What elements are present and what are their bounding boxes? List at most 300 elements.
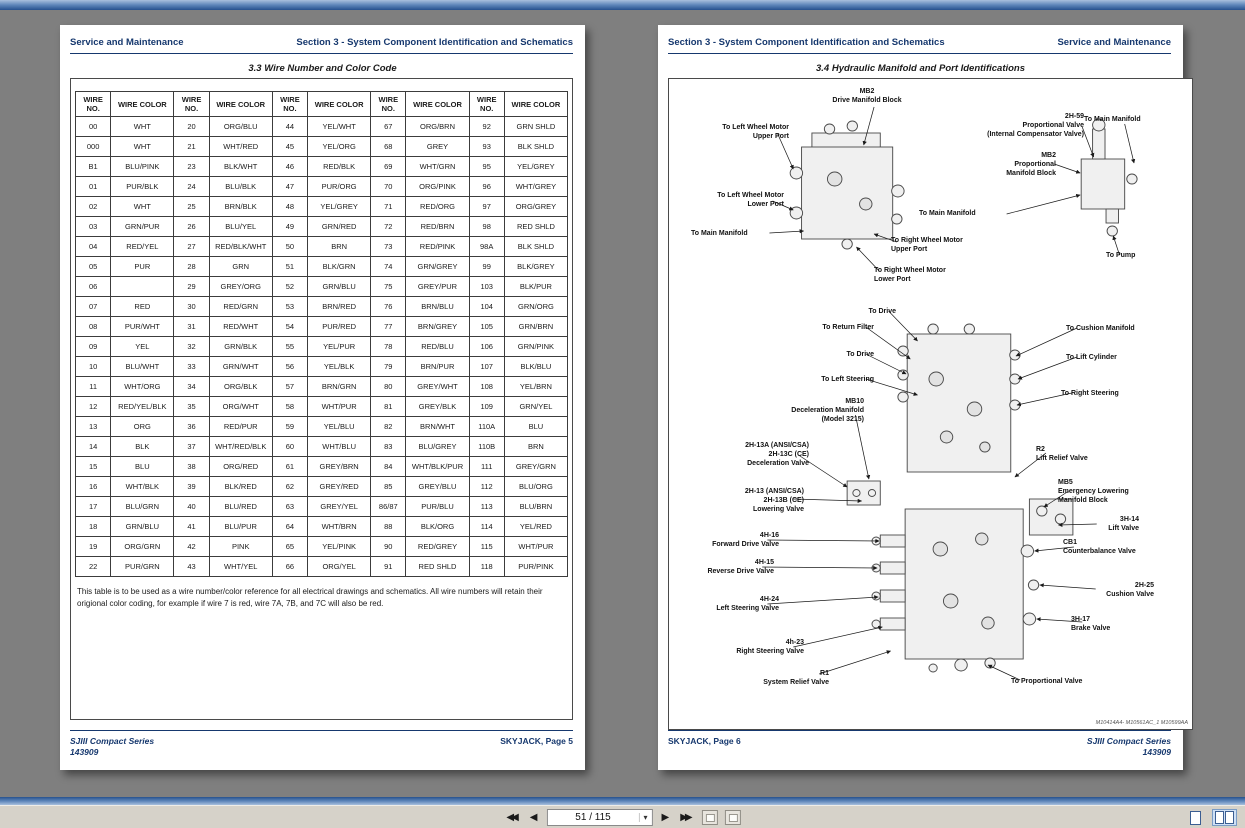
wire-color-cell: RED/BLK (308, 157, 371, 177)
wire-table-body (76, 117, 568, 577)
wire-no-cell: 96 (469, 177, 504, 197)
wire-table-row (76, 457, 568, 477)
wire-color-cell: WHT/RED (209, 137, 272, 157)
wire-color-cell: BLU/PUR (209, 517, 272, 537)
wire-color-cell: BLU/BRN (504, 497, 567, 517)
next-page-button[interactable] (660, 813, 672, 823)
proportional-valve-block (1081, 119, 1137, 236)
diagram-callout: MB2 Drive Manifold Block (832, 88, 902, 105)
wire-color-cell: RED/YEL (111, 237, 174, 257)
wire-no-cell: B1 (76, 157, 111, 177)
diagram-callout: To Main Manifold (691, 230, 748, 237)
wire-no-cell: 72 (371, 217, 406, 237)
wire-no-cell: 115 (469, 537, 504, 557)
wire-table-row (76, 137, 568, 157)
wire-no-cell: 04 (76, 237, 111, 257)
footer-series-block (70, 736, 154, 758)
wire-color-cell: BLK/WHT (209, 157, 272, 177)
wire-no-cell: 32 (174, 337, 209, 357)
wire-no-cell: 68 (371, 137, 406, 157)
wire-no-cell: 01 (76, 177, 111, 197)
wire-no-cell: 49 (272, 217, 307, 237)
diagram-callout: 4H-16 Forward Drive Valve (712, 532, 779, 549)
wire-color-cell: BRN/GREY (406, 317, 469, 337)
wire-no-cell: 114 (469, 517, 504, 537)
page-number-value: 51 / 115 (575, 812, 611, 823)
double-left-arrow-icon: ◀◀ (506, 811, 516, 823)
wire-color-cell: RED/WHT (209, 317, 272, 337)
wire-no-cell: 24 (174, 177, 209, 197)
wire-table-row (76, 117, 568, 137)
wire-no-cell: 12 (76, 397, 111, 417)
wire-color-cell: BLK SHLD (504, 137, 567, 157)
wire-color-cell: GRN/BLU (308, 277, 371, 297)
wire-color-cell: GRN (209, 257, 272, 277)
drive-manifold-block (790, 121, 904, 249)
wire-no-cell: 53 (272, 297, 307, 317)
wire-color-cell: BLU/PINK (111, 157, 174, 177)
wire-no-cell: 22 (76, 557, 111, 577)
wire-no-cell: 118 (469, 557, 504, 577)
footer-rule (668, 730, 1171, 731)
wire-table-header-row (76, 92, 568, 117)
wire-no-cell: 13 (76, 417, 111, 437)
wire-no-cell: 65 (272, 537, 307, 557)
wire-color-cell: WHT/BRN (308, 517, 371, 537)
previous-page-button[interactable] (528, 813, 540, 823)
wire-no-cell: 39 (174, 477, 209, 497)
wire-color-cell: ORG (111, 417, 174, 437)
section-title: 3.4 Hydraulic Manifold and Port Identifications (815, 63, 1026, 74)
wire-table-row (76, 377, 568, 397)
wire-no-cell: 26 (174, 217, 209, 237)
snapshot-tool-icon[interactable] (702, 810, 718, 825)
wire-color-cell: YEL/GREY (308, 197, 371, 217)
wire-color-cell: RED SHLD (504, 217, 567, 237)
wire-no-cell: 86/87 (371, 497, 406, 517)
wire-color-cell: ORG/BLU (209, 117, 272, 137)
wire-no-cell: 43 (174, 557, 209, 577)
wire-color-cell: PUR/BLK (111, 177, 174, 197)
page-glyph (1215, 811, 1224, 824)
wire-color-cell: GREY/WHT (406, 377, 469, 397)
diagram-callout: To Drive (846, 351, 874, 358)
wire-table-row (76, 417, 568, 437)
wire-no-cell: 08 (76, 317, 111, 337)
wire-no-cell: 27 (174, 237, 209, 257)
wire-color-cell: RED/PINK (406, 237, 469, 257)
page-footer (668, 736, 1171, 758)
wire-table-row (76, 177, 568, 197)
wire-color-cell: RED/YEL/BLK (111, 397, 174, 417)
header-right-text: Section 3 - System Component Identification and Schematics (296, 37, 573, 48)
wire-color-cell: WHT/YEL (209, 557, 272, 577)
wire-color-cell: BLU (504, 417, 567, 437)
wire-color-cell: GREY/GRN (504, 457, 567, 477)
wire-table-row (76, 437, 568, 457)
wire-no-cell: 17 (76, 497, 111, 517)
wire-no-cell: 107 (469, 357, 504, 377)
wire-color-cell: BLK/RED (209, 477, 272, 497)
wire-color-cell: YEL/PUR (308, 337, 371, 357)
wire-color-cell: ORG/PINK (406, 177, 469, 197)
wire-table-row (76, 557, 568, 577)
wire-no-cell: 28 (174, 257, 209, 277)
wire-color-cell: RED (111, 297, 174, 317)
wire-table-row (76, 337, 568, 357)
wire-color-cell: RED/BLU (406, 337, 469, 357)
wire-color-cell: ORG/RED (209, 457, 272, 477)
wire-no-cell: 81 (371, 397, 406, 417)
wire-color-cell: BRN/RED (308, 297, 371, 317)
wire-color-cell: RED/BLK/WHT (209, 237, 272, 257)
wire-color-cell: GREY/BLK (406, 397, 469, 417)
view-mode-group (1188, 806, 1237, 828)
wire-no-cell: 62 (272, 477, 307, 497)
wire-no-cell: 108 (469, 377, 504, 397)
wire-color-cell: GRN/GREY (406, 257, 469, 277)
wire-color-cell: RED/GRN (209, 297, 272, 317)
wire-no-cell: 09 (76, 337, 111, 357)
header-left-text: Section 3 - System Component Identification and Schematics (668, 37, 945, 48)
single-page-view-icon[interactable] (1188, 810, 1203, 826)
wire-no-cell: 23 (174, 157, 209, 177)
wire-table-header-cell: WIRE NO. (469, 92, 504, 117)
wire-no-cell: 38 (174, 457, 209, 477)
wire-color-table (75, 91, 568, 577)
wire-no-cell: 05 (76, 257, 111, 277)
wire-no-cell: 111 (469, 457, 504, 477)
copy-page-icon[interactable] (725, 810, 741, 825)
wire-table-row (76, 537, 568, 557)
left-arrow-icon: ◀ (529, 811, 538, 823)
wire-no-cell: 40 (174, 497, 209, 517)
wire-no-cell: 76 (371, 297, 406, 317)
wire-table-row (76, 217, 568, 237)
wire-color-cell: BLU/WHT (111, 357, 174, 377)
wire-color-cell: YEL/BLU (308, 417, 371, 437)
diagram-callout: To Drive (868, 308, 896, 315)
diagram-callout: 4H-24 Left Steering Valve (716, 596, 779, 613)
wire-no-cell: 98 (469, 217, 504, 237)
wire-no-cell: 50 (272, 237, 307, 257)
wire-no-cell: 21 (174, 137, 209, 157)
wire-color-cell: GRN SHLD (504, 117, 567, 137)
wire-no-cell: 69 (371, 157, 406, 177)
drawing-number-watermark: M10414A4- M10561AC_1 M10599AA (1095, 720, 1188, 726)
wire-color-cell: GREY/BLU (406, 477, 469, 497)
wire-color-cell: GREY/RED (308, 477, 371, 497)
wire-color-cell: YEL/RED (504, 517, 567, 537)
wire-color-cell: BLU/YEL (209, 217, 272, 237)
wire-no-cell: 84 (371, 457, 406, 477)
wire-color-cell: RED SHLD (406, 557, 469, 577)
diagram-callout: To Main Manifold (919, 210, 976, 217)
wire-color-cell: PUR/GRN (111, 557, 174, 577)
wire-color-cell: ORG/GREY (504, 197, 567, 217)
diagram-callout: To Left Wheel Motor Upper Port (722, 124, 789, 141)
wire-no-cell: 55 (272, 337, 307, 357)
diagram-callout: To Return Filter (822, 324, 874, 331)
wire-table-row (76, 517, 568, 537)
diagram-callout: 4h-23 Right Steering Valve (736, 639, 804, 656)
wire-color-cell: GRN/PUR (111, 217, 174, 237)
wire-no-cell: 79 (371, 357, 406, 377)
wire-no-cell: 83 (371, 437, 406, 457)
diagram-callout: To Right Steering (1061, 390, 1119, 397)
wire-color-cell: YEL/BRN (504, 377, 567, 397)
wire-no-cell: 113 (469, 497, 504, 517)
wire-color-cell: RED/GREY (406, 537, 469, 557)
diagram-callout: MB10 Deceleration Manifold (Model 3215) (791, 398, 864, 424)
wire-color-cell: RED/PUR (209, 417, 272, 437)
facing-pages-view-icon[interactable] (1212, 809, 1237, 826)
wire-no-cell: 88 (371, 517, 406, 537)
previous-view-button[interactable] (504, 813, 520, 823)
wire-color-cell: BLU/GREY (406, 437, 469, 457)
wire-table-row (76, 357, 568, 377)
wire-no-cell: 14 (76, 437, 111, 457)
wire-no-cell: 000 (76, 137, 111, 157)
wire-color-cell: WHT/RED/BLK (209, 437, 272, 457)
wire-color-cell: BLK/GREY (504, 257, 567, 277)
wire-table-row (76, 317, 568, 337)
wire-no-cell: 104 (469, 297, 504, 317)
manual-page-right (658, 25, 1188, 770)
wire-no-cell: 106 (469, 337, 504, 357)
wire-no-cell: 52 (272, 277, 307, 297)
diagram-callout: 2H-13 (ANSI/CSA) 2H-13B (CE) Lowering Valve (744, 488, 804, 514)
wire-color-cell: BRN (308, 237, 371, 257)
wire-color-cell: YEL (111, 337, 174, 357)
page-header (668, 37, 1171, 48)
wire-color-cell: WHT/PUR (308, 397, 371, 417)
wire-no-cell: 85 (371, 477, 406, 497)
wire-color-cell: BLK SHLD (504, 237, 567, 257)
next-view-button[interactable] (678, 813, 694, 823)
wire-color-cell: BLU/GRN (111, 497, 174, 517)
deceleration-manifold-block (847, 481, 880, 505)
diagram-callout: MB2 Proportional Manifold Block (1006, 152, 1056, 178)
header-rule (668, 53, 1171, 54)
wire-table-row (76, 477, 568, 497)
wire-color-cell: GREY/PUR (406, 277, 469, 297)
wire-no-cell: 15 (76, 457, 111, 477)
wire-no-cell: 45 (272, 137, 307, 157)
diagram-callout: To Main Manifold (1084, 116, 1141, 123)
section-title: 3.3 Wire Number and Color Code (248, 63, 397, 74)
wire-no-cell: 44 (272, 117, 307, 137)
wire-color-cell: ORG/WHT (209, 397, 272, 417)
footer-series-number: 143909 (70, 747, 99, 758)
wire-color-cell: WHT (111, 137, 174, 157)
wire-no-cell: 67 (371, 117, 406, 137)
wire-no-cell: 02 (76, 197, 111, 217)
wire-color-cell: GRN/BRN (504, 317, 567, 337)
wire-no-cell: 110B (469, 437, 504, 457)
wire-no-cell: 10 (76, 357, 111, 377)
chevron-down-icon: ▾ (639, 813, 652, 822)
wire-no-cell: 97 (469, 197, 504, 217)
right-arrow-icon: ▶ (661, 811, 670, 823)
wire-no-cell: 20 (174, 117, 209, 137)
wire-color-cell: BRN/PUR (406, 357, 469, 377)
footer-series-title: SJIII Compact Series (70, 736, 155, 746)
wire-color-cell: PINK (209, 537, 272, 557)
wire-no-cell: 57 (272, 377, 307, 397)
wire-no-cell: 92 (469, 117, 504, 137)
diagram-callout: 2H-59 Proportional Valve (Internal Compensator Valve) (987, 113, 1084, 139)
wire-color-cell: GREY/YEL (308, 497, 371, 517)
wire-no-cell: 16 (76, 477, 111, 497)
window-bottom-strip (0, 797, 1245, 805)
footer-rule (70, 730, 573, 731)
document-canvas (0, 10, 1245, 797)
wire-table-header-cell: WIRE COLOR (504, 92, 567, 117)
wire-no-cell: 98A (469, 237, 504, 257)
diagram-callout: To Cushion Manifold (1066, 325, 1135, 332)
wire-no-cell: 60 (272, 437, 307, 457)
diagram-callout: R2 Lift Relief Valve (1036, 446, 1088, 463)
wire-no-cell: 25 (174, 197, 209, 217)
window-top-strip (0, 0, 1245, 10)
diagram-callout: To Lift Cylinder (1066, 354, 1117, 361)
wire-color-cell: WHT/PUR (504, 537, 567, 557)
wire-no-cell: 42 (174, 537, 209, 557)
wire-color-cell: WHT/BLK/PUR (406, 457, 469, 477)
wire-no-cell: 37 (174, 437, 209, 457)
wire-color-cell: BLU/RED (209, 497, 272, 517)
wire-color-cell: ORG/BRN (406, 117, 469, 137)
wire-no-cell: 19 (76, 537, 111, 557)
diagram-callout: 3H-14 Lift Valve (1108, 516, 1139, 533)
wire-color-cell: BRN/WHT (406, 417, 469, 437)
wire-no-cell: 75 (371, 277, 406, 297)
wire-color-cell: BRN/GRN (308, 377, 371, 397)
wire-no-cell: 59 (272, 417, 307, 437)
wire-table-frame (70, 78, 573, 720)
wire-table-header-cell: WIRE NO. (76, 92, 111, 117)
wire-no-cell: 91 (371, 557, 406, 577)
diagram-callout: To Left Steering (821, 376, 874, 383)
wire-color-cell: GREY/ORG (209, 277, 272, 297)
wire-no-cell: 30 (174, 297, 209, 317)
wire-no-cell: 34 (174, 377, 209, 397)
diagram-callout: To Right Wheel Motor Lower Port (874, 267, 946, 284)
wire-color-cell: GRN/RED (308, 217, 371, 237)
wire-table-row (76, 497, 568, 517)
wire-table-row (76, 297, 568, 317)
wire-table-row (76, 397, 568, 417)
hydraulic-diagram-frame (668, 78, 1193, 730)
wire-color-cell: YEL/GREY (504, 157, 567, 177)
wire-color-cell: PUR/BLU (406, 497, 469, 517)
wire-no-cell: 64 (272, 517, 307, 537)
main-manifold-block (898, 324, 1020, 472)
wire-table-header-cell: WIRE COLOR (406, 92, 469, 117)
footer-page-label: SKYJACK, Page 6 (668, 736, 741, 746)
wire-no-cell: 31 (174, 317, 209, 337)
wire-table-row (76, 157, 568, 177)
wire-no-cell: 63 (272, 497, 307, 517)
wire-table-header-cell: WIRE COLOR (209, 92, 272, 117)
diagram-callout: 2H-25 Cushion Valve (1106, 582, 1154, 599)
diagram-callout: To Left Wheel Motor Lower Port (717, 192, 784, 209)
wire-no-cell: 82 (371, 417, 406, 437)
wire-color-cell: GRN/WHT (209, 357, 272, 377)
diagram-callout: R1 System Relief Valve (763, 670, 829, 687)
page-glyph (1225, 811, 1234, 824)
viewer-toolbar (0, 805, 1245, 828)
wire-no-cell: 47 (272, 177, 307, 197)
wire-color-cell: BLU/ORG (504, 477, 567, 497)
diagram-callout: CB1 Counterbalance Valve (1063, 539, 1136, 556)
wire-no-cell: 70 (371, 177, 406, 197)
wire-color-cell: WHT/GREY (504, 177, 567, 197)
wire-no-cell: 93 (469, 137, 504, 157)
wire-no-cell: 109 (469, 397, 504, 417)
wire-no-cell: 112 (469, 477, 504, 497)
wire-color-cell: GRN/ORG (504, 297, 567, 317)
header-rule (70, 53, 573, 54)
table-note: This table is to be used as a wire number/color reference for all electrical drawings and schematics. All wire numbers will retain their origional color coding, for example if wire 7 is red, wire 7A, 7B, and 7C will also be red. (77, 587, 543, 608)
wire-table-header-cell: WIRE COLOR (308, 92, 371, 117)
wire-no-cell: 95 (469, 157, 504, 177)
wire-no-cell: 74 (371, 257, 406, 277)
header-right-text: Service and Maintenance (1057, 37, 1171, 48)
wire-no-cell: 51 (272, 257, 307, 277)
wire-color-cell: WHT (111, 197, 174, 217)
wire-no-cell: 11 (76, 377, 111, 397)
wire-table-header-cell: WIRE NO. (371, 92, 406, 117)
wire-color-cell: ORG/GRN (111, 537, 174, 557)
wire-color-cell: BLK (111, 437, 174, 457)
header-left-text: Service and Maintenance (70, 37, 184, 48)
wire-no-cell: 73 (371, 237, 406, 257)
wire-color-cell: PUR (111, 257, 174, 277)
wire-no-cell: 35 (174, 397, 209, 417)
wire-color-cell: RED/ORG (406, 197, 469, 217)
double-right-arrow-icon: ▶▶ (680, 811, 690, 823)
wire-color-cell: ORG/BLK (209, 377, 272, 397)
wire-color-cell: YEL/ORG (308, 137, 371, 157)
wire-color-cell: GREY/BRN (308, 457, 371, 477)
diagram-callout: 3H-17 Brake Valve (1071, 616, 1111, 633)
wire-color-cell: WHT/ORG (111, 377, 174, 397)
wire-no-cell: 78 (371, 337, 406, 357)
wire-table-row (76, 257, 568, 277)
wire-no-cell: 29 (174, 277, 209, 297)
diagram-callout: MB5 Emergency Lowering Manifold Block (1058, 479, 1129, 505)
wire-color-cell: GRN/PINK (504, 337, 567, 357)
wire-color-cell: WHT/GRN (406, 157, 469, 177)
diagram-callout: To Proportional Valve (1011, 678, 1083, 685)
page-number-combobox[interactable] (547, 809, 653, 826)
page-footer (70, 736, 573, 758)
wire-no-cell: 46 (272, 157, 307, 177)
wire-no-cell: 90 (371, 537, 406, 557)
diagram-callout: 4H-15 Reverse Drive Valve (707, 559, 774, 576)
footer-page-label: SKYJACK, Page 5 (500, 736, 573, 746)
wire-no-cell: 105 (469, 317, 504, 337)
wire-no-cell: 56 (272, 357, 307, 377)
wire-color-cell: BRN/BLK (209, 197, 272, 217)
wire-no-cell: 33 (174, 357, 209, 377)
wire-no-cell: 00 (76, 117, 111, 137)
wire-no-cell: 48 (272, 197, 307, 217)
footer-series-block (1087, 736, 1171, 758)
wire-color-cell: YEL/PINK (308, 537, 371, 557)
